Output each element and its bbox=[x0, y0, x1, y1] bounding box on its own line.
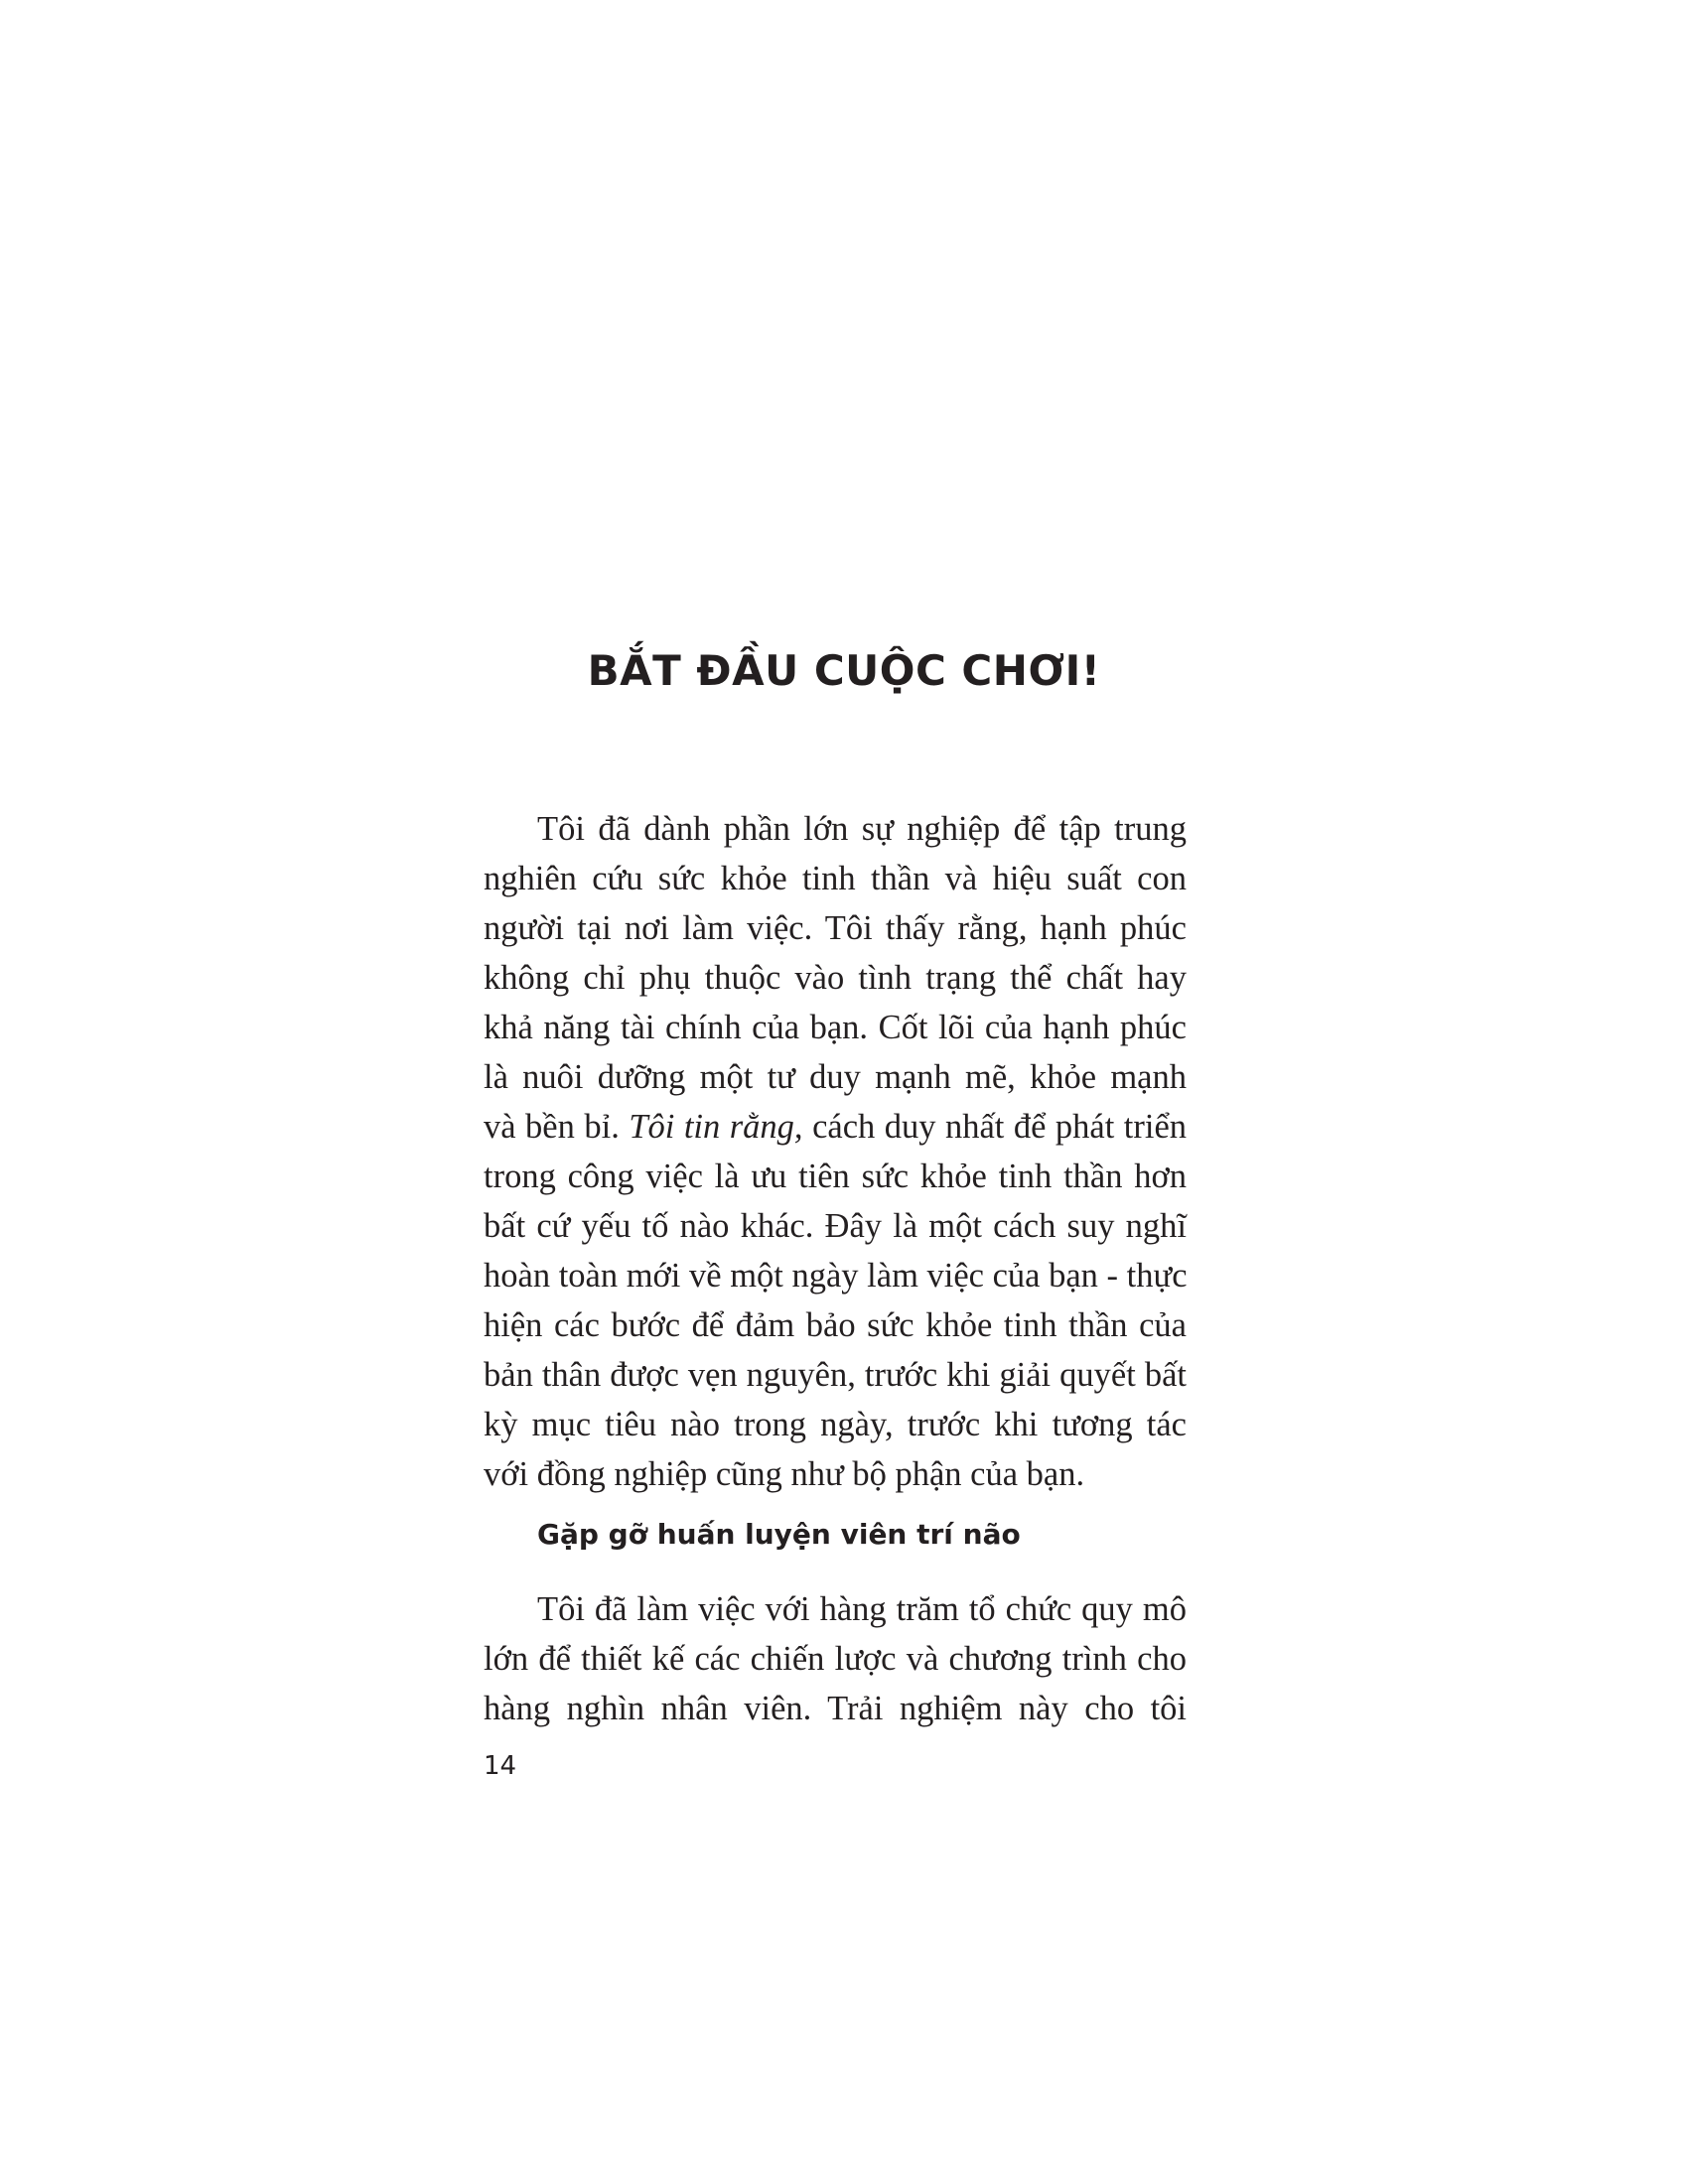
paragraph-text: và bền bỉ. bbox=[484, 1108, 620, 1146]
paragraph-line: với đồng nghiệp cũng như bộ phận của bạn. bbox=[484, 1455, 1085, 1493]
paragraph-line: là nuôi dưỡng một tư duy mạnh mẽ, khỏe mạnh bbox=[484, 1058, 1187, 1096]
paragraph-line: hoàn toàn mới về một ngày làm việc của bạn - thực bbox=[484, 1257, 1188, 1295]
paragraph-line-mixed bbox=[484, 1102, 1187, 1152]
paragraph-text: cách duy nhất để phát triển bbox=[812, 1108, 1188, 1146]
italic-phrase: Tôi tin rằng, bbox=[629, 1108, 803, 1146]
paragraph-line: bản thân được vẹn nguyên, trước khi giải quyết bất bbox=[484, 1356, 1187, 1394]
paragraph-line: hàng nghìn nhân viên. Trải nghiệm này cho tôi bbox=[484, 1690, 1187, 1727]
paragraph-line: Tôi đã làm việc với hàng trăm tổ chức quy mô bbox=[537, 1590, 1187, 1628]
section-heading: Gặp gỡ huấn luyện viên trí não bbox=[537, 1518, 1021, 1551]
paragraph-line: Tôi đã dành phần lớn sự nghiệp để tập trung bbox=[537, 810, 1187, 848]
body-paragraph-1 bbox=[484, 804, 1187, 1499]
paragraph-line: trong công việc là ưu tiên sức khỏe tinh thần hơn bbox=[484, 1158, 1187, 1195]
paragraph-line: bất cứ yếu tố nào khác. Đây là một cách suy nghĩ bbox=[484, 1207, 1187, 1245]
paragraph-line: nghiên cứu sức khỏe tinh thần và hiệu suất con bbox=[484, 860, 1187, 897]
body-paragraph-2 bbox=[484, 1584, 1187, 1733]
chapter-title: BẮT ĐẦU CUỘC CHƠI! bbox=[587, 646, 1101, 695]
paragraph-line: hiện các bước để đảm bảo sức khỏe tinh thần của bbox=[484, 1306, 1187, 1344]
page-number: 14 bbox=[484, 1751, 517, 1781]
paragraph-line: lớn để thiết kế các chiến lược và chương trình cho bbox=[484, 1640, 1187, 1678]
paragraph-line: khả năng tài chính của bạn. Cốt lõi của hạnh phúc bbox=[484, 1009, 1187, 1046]
paragraph-line: không chỉ phụ thuộc vào tình trạng thể chất hay bbox=[484, 959, 1187, 997]
paragraph-line: kỳ mục tiêu nào trong ngày, trước khi tương tác bbox=[484, 1406, 1187, 1443]
paragraph-line: người tại nơi làm việc. Tôi thấy rằng, hạnh phúc bbox=[484, 909, 1187, 947]
